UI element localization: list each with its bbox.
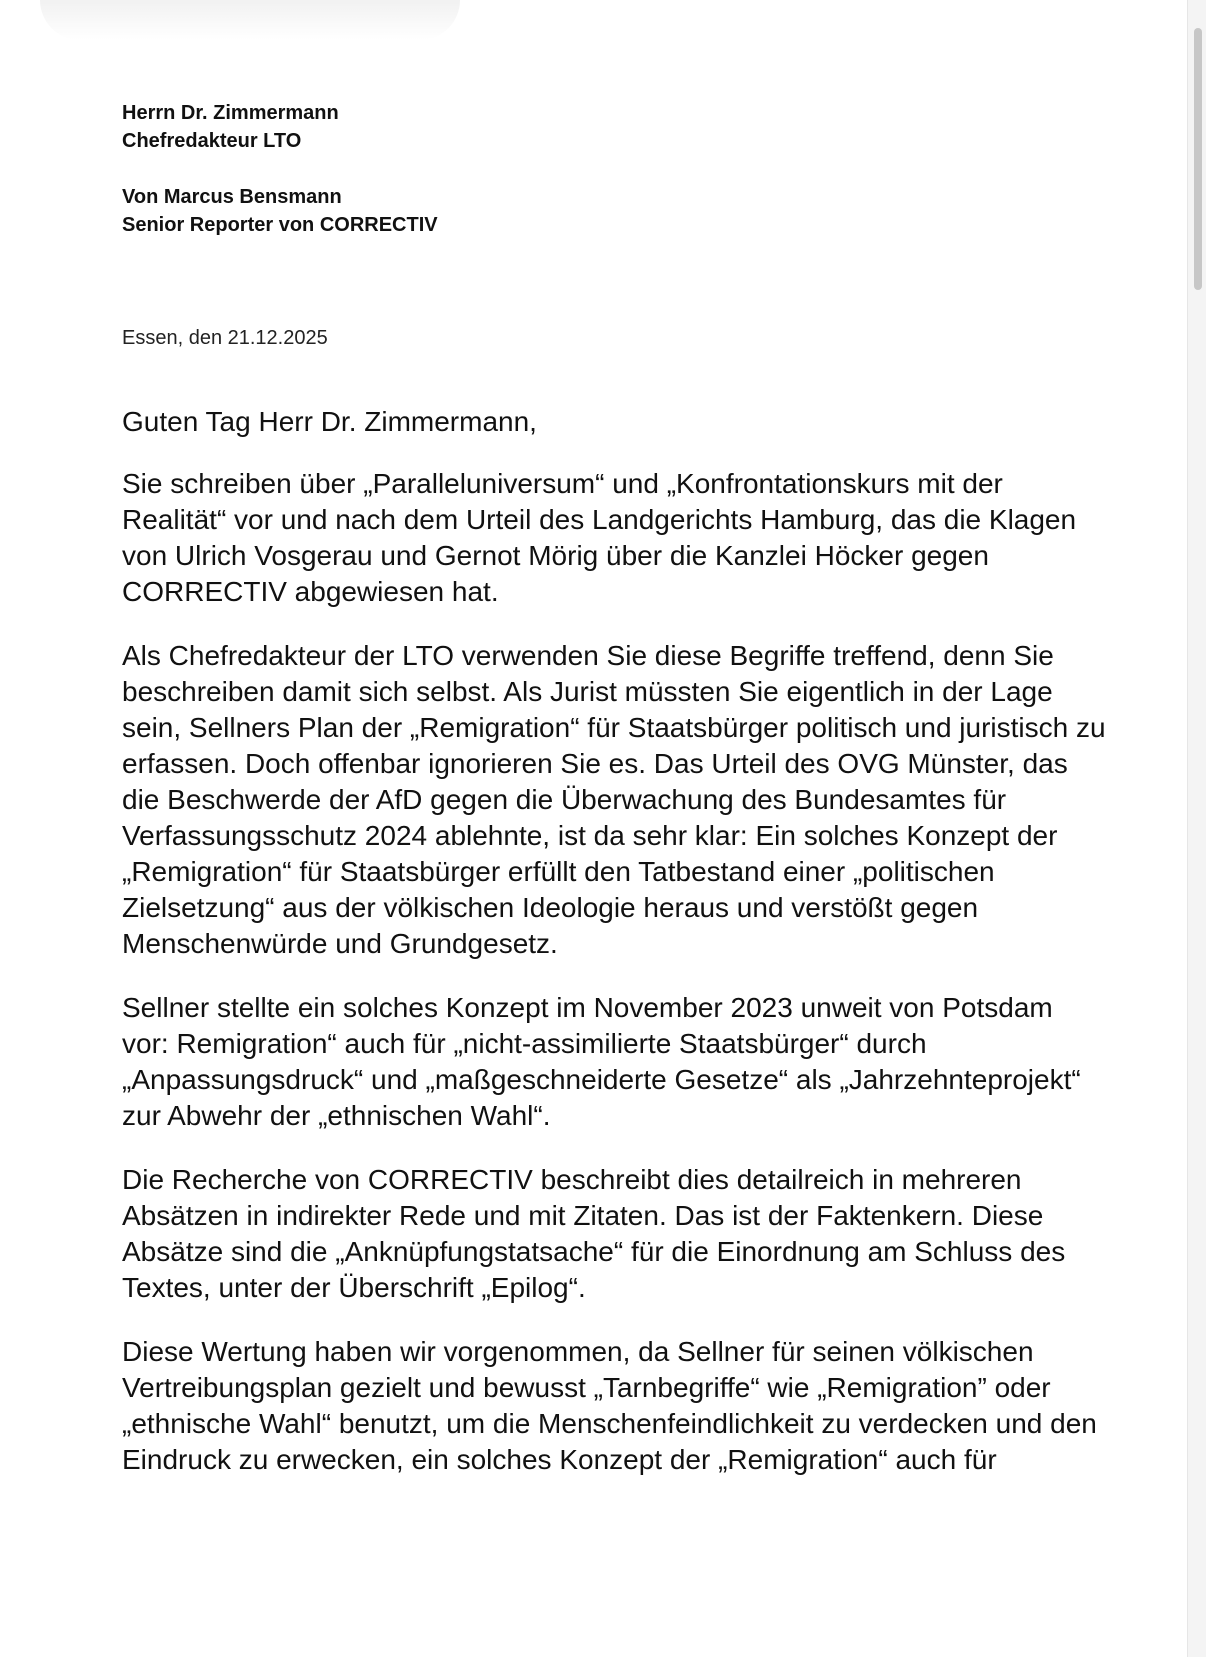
recipient-block	[122, 99, 339, 155]
letter-date: Essen, den 21.12.2025	[122, 327, 328, 349]
sender-block	[122, 183, 438, 239]
paragraph-2: Als Chefredakteur der LTO verwenden Sie diese Begriffe treffend, denn Sie beschreiben damit sich selbst. Als Jurist müssten Sie eigentlich in der Lage sein, Sellners Plan der „Remigration“ für Staatsbürger politisch und juristisch zu erfassen. Doch offenbar ignorieren Sie es. Das Urteil des OVG Münster, das die Beschwerde der AfD gegen die Überwachung des Bundesamtes für Verfassungsschutz 2024 ablehnte, ist da sehr klar: Ein solches Konzept der „Remigration“ für Staatsbürger erfüllt den Tatbestand einer „politischen Zielsetzung“ aus der völkischen Ideologie heraus und verstößt gegen Menschenwürde und Grundgesetz.	[122, 640, 1106, 959]
paragraph-4: Die Recherche von CORRECTIV beschreibt dies detailreich in mehreren Absätzen in indirekter Rede und mit Zitaten. Das ist der Faktenkern. Diese Absätze sind die „Anknüpfungstatsache“ für die Einordnung am Schluss des Textes, unter der Überschrift „Epilog“.	[122, 1164, 1066, 1303]
paragraph-5: Diese Wertung haben wir vorgenommen, da Sellner für seinen völkischen Vertreibungsplan gezielt und bewusst „Tarnbegriffe“ wie „Remigration” oder „ethnische Wahl“ benutzt, um die Menschenfeindlichkeit zu verdecken und den Eindruck zu erwecken, ein solches Konzept der „Remigration“ auch für	[122, 1336, 1097, 1475]
sender-name: Von Marcus Bensmann	[122, 186, 342, 208]
paragraph-3: Sellner stellte ein solches Konzept im November 2023 unweit von Potsdam vor: Remigration“ auch für „nicht-assimilierte Staatsbürger“ durch „Anpassungsdruck“ und „maßgeschneiderte Gesetze“ als „Jahrzehnteprojekt“ zur Abwehr der „ethnischen Wahl“.	[122, 992, 1081, 1131]
letter-body	[122, 404, 1107, 1506]
recipient-name: Herrn Dr. Zimmermann	[122, 102, 339, 124]
sender-title: Senior Reporter von CORRECTIV	[122, 214, 438, 236]
greeting: Guten Tag Herr Dr. Zimmermann,	[122, 406, 537, 437]
recipient-title: Chefredakteur LTO	[122, 130, 302, 152]
scrollbar-thumb[interactable]	[1194, 28, 1202, 290]
scrollbar[interactable]	[1187, 0, 1206, 1657]
paragraph-1: Sie schreiben über „Paralleluniversum“ und „Konfrontationskurs mit der Realität“ vor und nach dem Urteil des Landgerichts Hamburg, das die Klagen von Ulrich Vosgerau und Gernot Mörig über die Kanzlei Höcker gegen CORRECTIV abgewiesen hat.	[122, 468, 1077, 607]
top-shadow	[40, 0, 460, 40]
